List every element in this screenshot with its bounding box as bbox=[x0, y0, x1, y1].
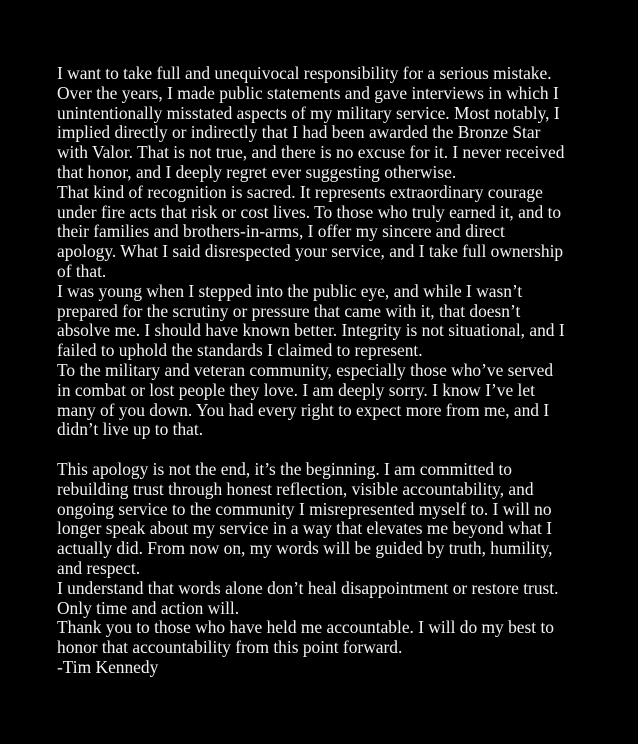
paragraph-recognition bbox=[57, 183, 617, 282]
text-line: in combat or lost people they love. I am deeply sorry. I know I’ve let bbox=[57, 379, 535, 400]
text-line: That kind of recognition is sacred. It represents extraordinary courage bbox=[57, 181, 543, 202]
text-line: longer speak about my service in a way that elevates me beyond what I bbox=[57, 518, 552, 539]
blank-line bbox=[57, 440, 617, 460]
text-line: unintentionally misstated aspects of my military service. Most notably, I bbox=[57, 102, 560, 123]
text-line: honor that accountability from this point forward. bbox=[57, 637, 403, 658]
text-line: apology. What I said disrespected your service, and I take full ownership bbox=[57, 241, 564, 262]
text-line: Only time and action will. bbox=[57, 597, 240, 618]
text-line: many of you down. You had every right to expect more from me, and I bbox=[57, 399, 550, 420]
paragraph-responsibility bbox=[57, 64, 617, 183]
text-line: actually did. From now on, my words will be guided by truth, humility, bbox=[57, 538, 553, 559]
signature: -Tim Kennedy bbox=[57, 656, 159, 677]
text-line: failed to uphold the standards I claimed to represent. bbox=[57, 340, 423, 361]
text-line: ongoing service to the community I misrepresented myself to. I will no bbox=[57, 498, 552, 519]
apology-statement bbox=[57, 64, 617, 678]
text-line: This apology is not the end, it’s the beginning. I am committed to bbox=[57, 458, 512, 479]
text-line: with Valor. That is not true, and there is no excuse for it. I never received bbox=[57, 142, 565, 163]
text-line: prepared for the scrutiny or pressure that came with it, that doesn’t bbox=[57, 300, 521, 321]
paragraph-words-alone bbox=[57, 579, 617, 619]
text-line: that honor, and I deeply regret ever suggesting otherwise. bbox=[57, 161, 457, 182]
paragraph-veterans bbox=[57, 361, 617, 440]
text-line: I want to take full and unequivocal responsibility for a serious mistake. bbox=[57, 63, 552, 83]
text-line: their families and brothers-in-arms, I offer my sincere and direct bbox=[57, 221, 505, 242]
text-line: of that. bbox=[57, 260, 107, 281]
text-line: Thank you to those who have held me accountable. I will do my best to bbox=[57, 617, 554, 638]
text-line: I understand that words alone don’t heal disappointment or restore trust. bbox=[57, 577, 559, 598]
text-line: Over the years, I made public statements and gave interviews in which I bbox=[57, 82, 559, 103]
paragraph-young bbox=[57, 282, 617, 361]
text-line: implied directly or indirectly that I had been awarded the Bronze Star bbox=[57, 122, 541, 143]
text-line: absolve me. I should have known better. Integrity is not situational, and I bbox=[57, 320, 565, 341]
text-line: didn’t live up to that. bbox=[57, 419, 204, 440]
paragraph-thank-you bbox=[57, 618, 617, 658]
text-line: and respect. bbox=[57, 557, 141, 578]
text-line: To the military and veteran community, especially those who’ve served bbox=[57, 359, 554, 380]
text-line: I was young when I stepped into the public eye, and while I wasn’t bbox=[57, 280, 523, 301]
paragraph-beginning bbox=[57, 460, 617, 579]
text-line: rebuilding trust through honest reflection, visible accountability, and bbox=[57, 478, 534, 499]
text-line: under fire acts that risk or cost lives. To those who truly earned it, and to bbox=[57, 201, 562, 222]
